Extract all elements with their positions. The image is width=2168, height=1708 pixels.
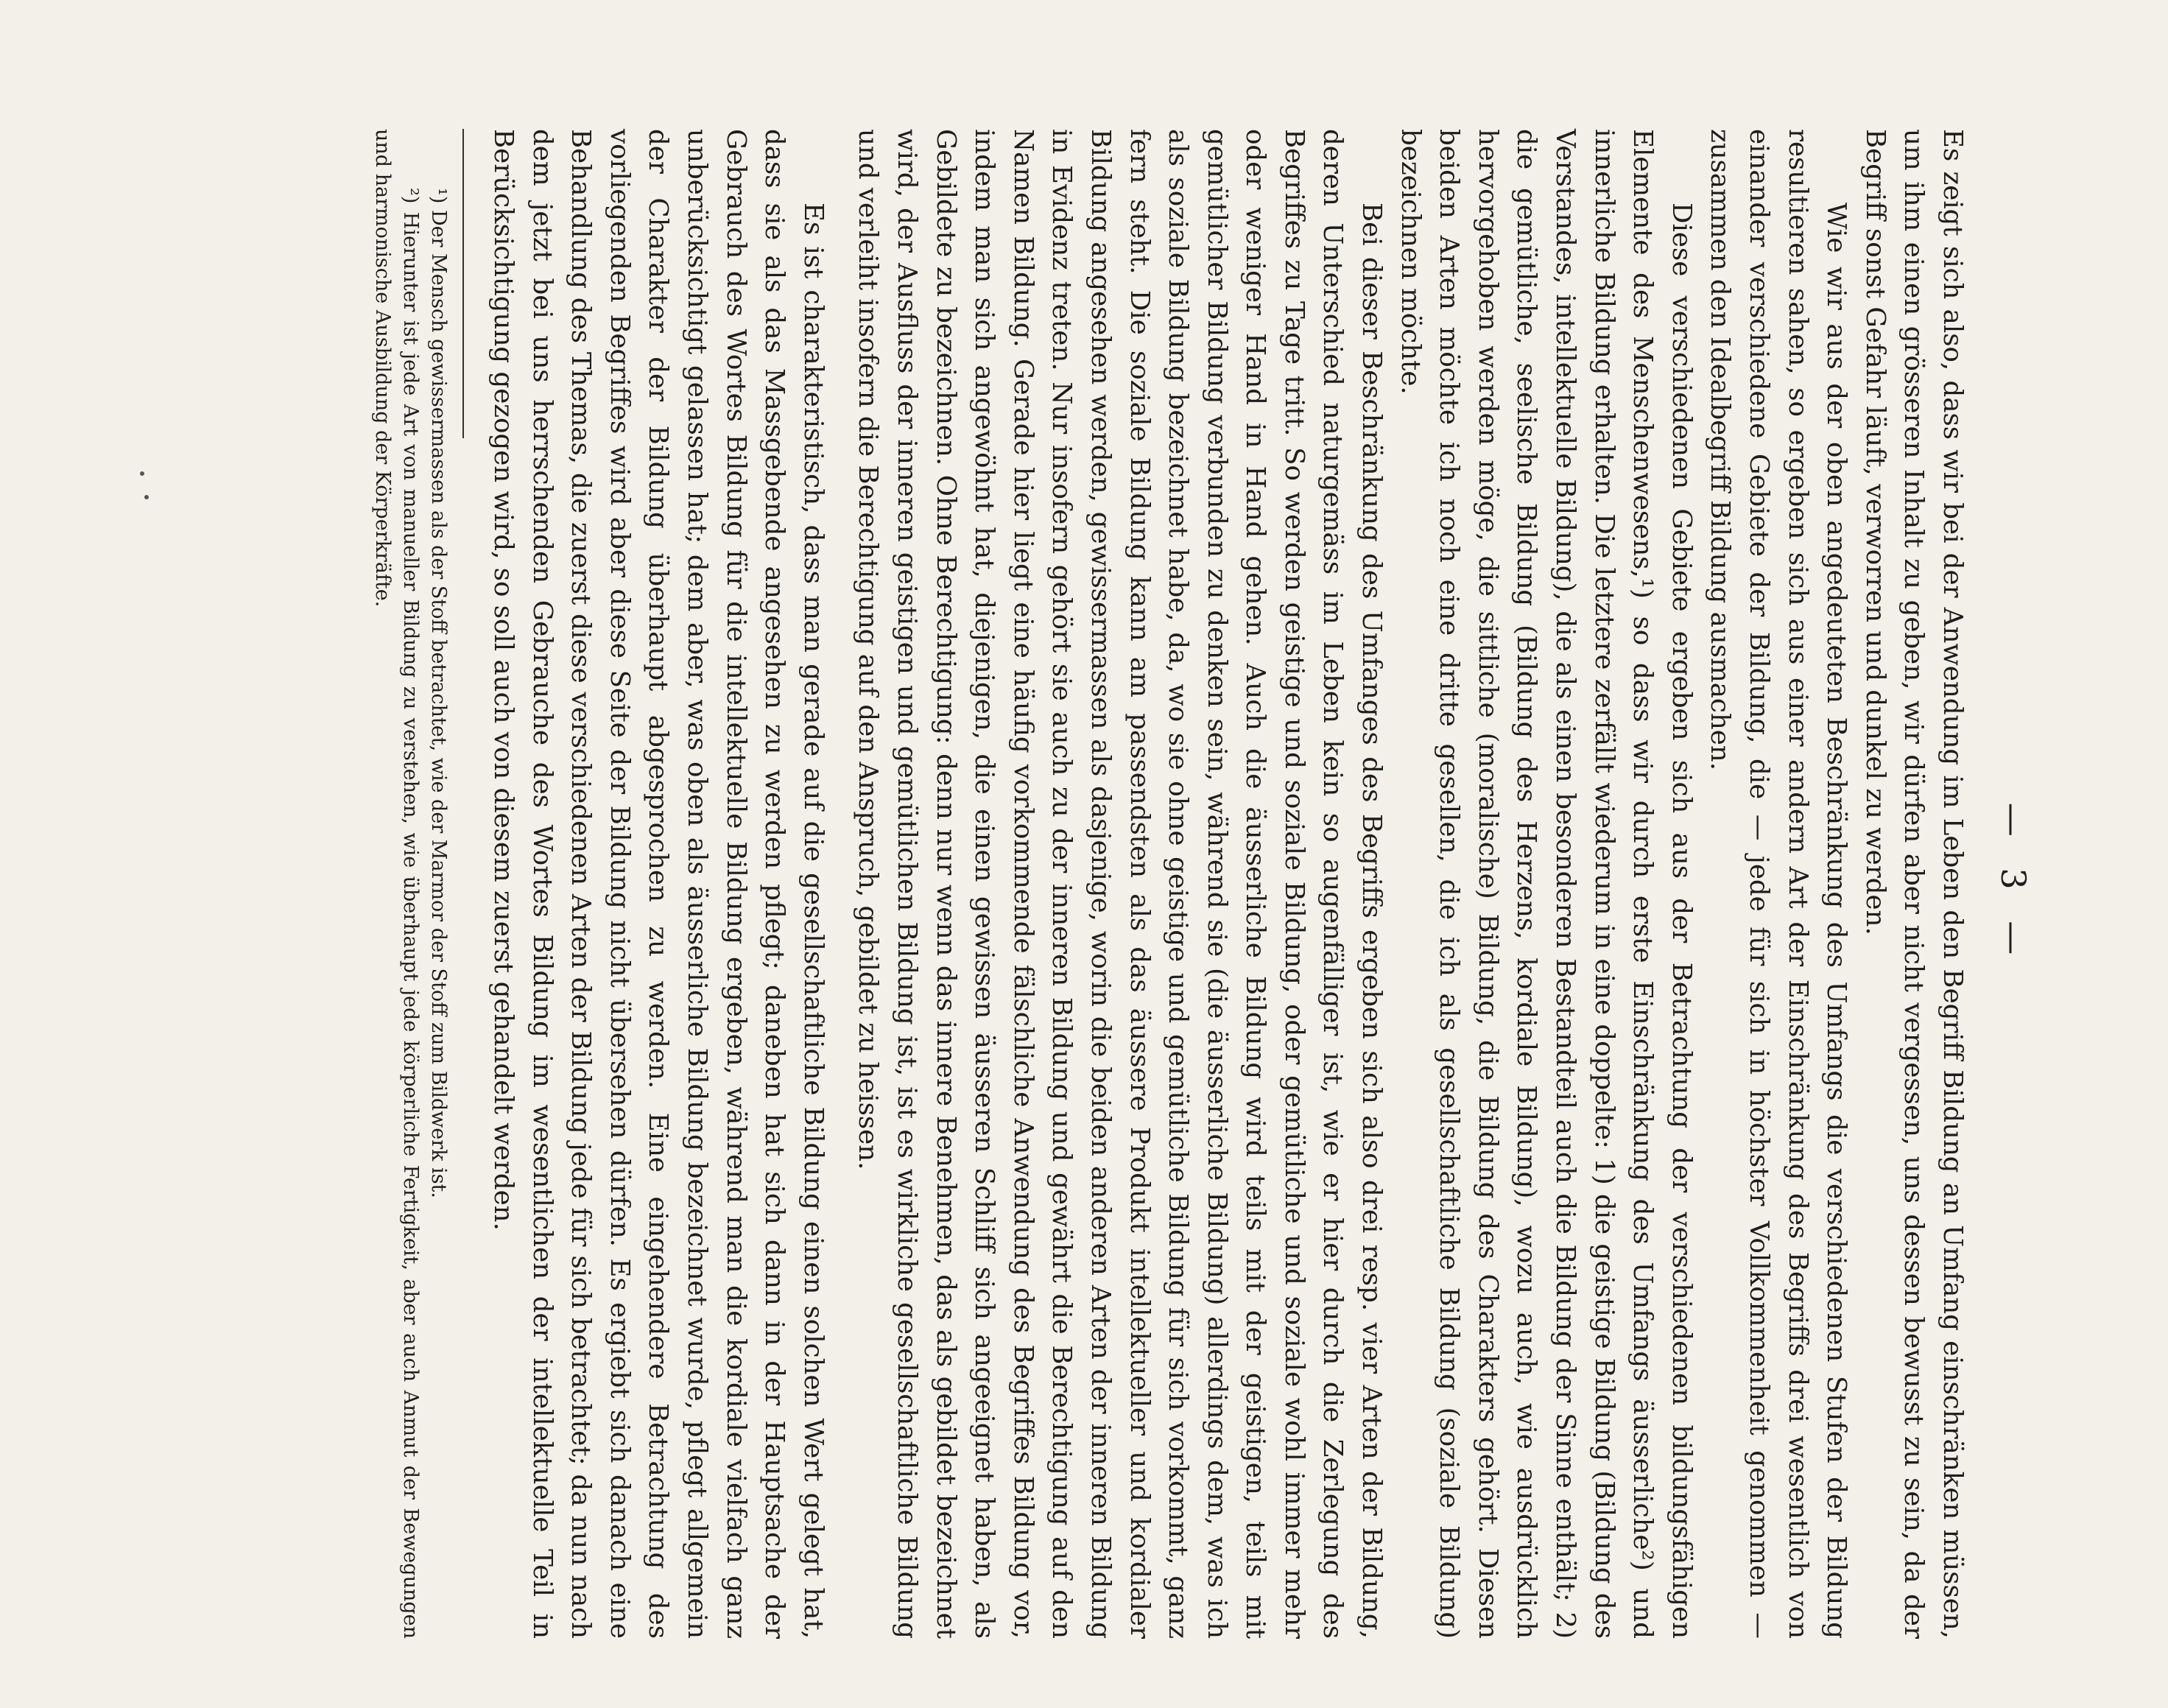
paragraph-4: Bei dieser Beschränkung des Umfanges des Begriffs ergeben sich also drei resp. vier Arten der Bildung, deren Unterschied naturgemäss im Leben kein so augenfälliger ist, wie er hier durch die Zerlegung des Begriffes zu Tage tritt. So werden geistige und soziale Bildung, oder gemütliche und soziale wohl immer mehr oder weniger Hand in Hand gehen. Auch die äusserliche Bildung wird teils mit der geistigen, teils mit gemütlicher Bildung verbunden zu denken sein, während sie (die äusserliche Bildung) allerdings dem, was ich als soziale Bildung bezeichnet habe, da, wo sie ohne geistige und gemütliche Bildung für sich vorkommt, ganz fern steht. Die soziale Bildung kann am passendsten als das äussere Produkt intellektueller und kordialer Bildung angesehen werden, gewissermassen als dasjenige, worin die beiden anderen Arten der inneren Bildung in Evidenz treten. Nur insofern gehört sie auch zu der inneren Bildung und gewährt die Berechtigung auf den Namen Bildung. Gerade hier liegt eine häufig vorkommende fälschliche Anwendung des Begriffes Bildung vor, indem man sich angewöhnt hat, diejenigen, die einen gewissen äusseren Schliff sich angeeignet haben, als Gebildete zu bezeichnen. Ohne Berechtigung: denn nur wenn das innere Benehmen, das als gebildet bezeichnet wird, der Ausfluss der inneren geistigen und gemütlichen Bildung ist, ist es wirkliche gesellschaftliche Bildung und verleiht insofern die Berechtigung auf den Anspruch, gebildet zu heissen. [853,129,1387,1639]
paragraph-1: Es zeigt sich also, dass wir bei der Anwendung im Leben den Begriff Bildung an Umfang einschränken müssen, um ihm einen grösseren Inhalt zu geben, wir dürfen aber nicht vergessen, uns dessen bewusst zu sein, da der Begriff sonst Gefahr läuft, verworren und dunkel zu werden. [1859,129,1968,1639]
paragraph-2: Wie wir aus der oben angedeuteten Beschränkung des Umfangs die verschiedenen Stufen der Bildung resultieren sahen, so ergeben sich aus einer andern Art der Einschränkung des Begriffs drei wesentlich von einander verschiedene Gebiete der Bildung, die — jede für sich in höchster Vollkommenheit genommen — zusammen den Idealbegriff Bildung ausmachen. [1705,129,1852,1639]
footnote-divider [462,129,464,438]
scan-speck [140,471,144,476]
page-number: — 3 — [1993,802,2033,966]
scan-speck [144,495,149,499]
footnote-1: ¹) Der Mensch gewissermassen als der Stoff betrachtet, wie der Marmor der Stoff zum Bildwerk ist. [427,188,451,1198]
paragraph-5: Es ist charakteristisch, dass man gerade auf die gesellschaftliche Bildung einen solchen Wert gelegt hat, dass sie als das Massgebende angesehen zu werden pflegt; daneben hat sich dann in der Hauptsache der Gebrauch des Wortes Bildung für die intellektuelle Bildung ergeben, während man die kordiale vielfach ganz unberücksichtigt gelassen hat; dem aber, was oben als äusserliche Bildung bezeichnet wurde, pflegt allgemein der Charakter der Bildung überhaupt abgesprochen zu werden. Eine eingehendere Betrachtung des vorliegenden Begriffes wird aber diese Seite der Bildung nicht übersehen dürfen. Es ergiebt sich danach eine Behandlung des Themas, die zuerst diese verschiedenen Arten der Bildung jede für sich betrachtet; da nun nach dem jetzt bei uns herrschenden Gebrauche des Wortes Bildung im wesentlichen der intellektuelle Teil in Berücksichtigung gezogen wird, so soll auch von diesem zuerst gehandelt werden. [488,129,828,1639]
footnote-2: ²) Hierunter ist jede Art von manueller Bildung zu verstehen, wie überhaupt jede körperliche Fertigkeit, aber auch Anmut der Bewegungen und harmonische Ausbildung der Körperkräfte. [371,129,423,1639]
page-text-block [210,129,2036,1639]
paragraph-3: Diese verschiedenen Gebiete ergeben sich aus der Betrachtung der verschiedenen bildungsfähigen Elemente des Menschenwesens,¹) so dass wir durch erste Einschränkung des Umfangs äusserliche²) und innerliche Bildung erhalten. Die letztere zerfällt wiederum in eine doppelte: 1) die geistige Bildung (Bildung des Verstandes, intellektuelle Bildung), die als einen besonderen Bestandteil auch die Bildung der Sinne enthält; 2) die gemütliche, seelische Bildung (Bildung des Herzens, kordiale Bildung), wozu auch, wie ausdrücklich hervorgehoben werden möge, die sittliche (moralische) Bildung, die Bildung des Charakters gehört. Diesen beiden Arten möchte ich noch eine dritte gesellen, die ich als gesellschaftliche Bildung (soziale Bildung) bezeichnen möchte. [1395,129,1697,1639]
